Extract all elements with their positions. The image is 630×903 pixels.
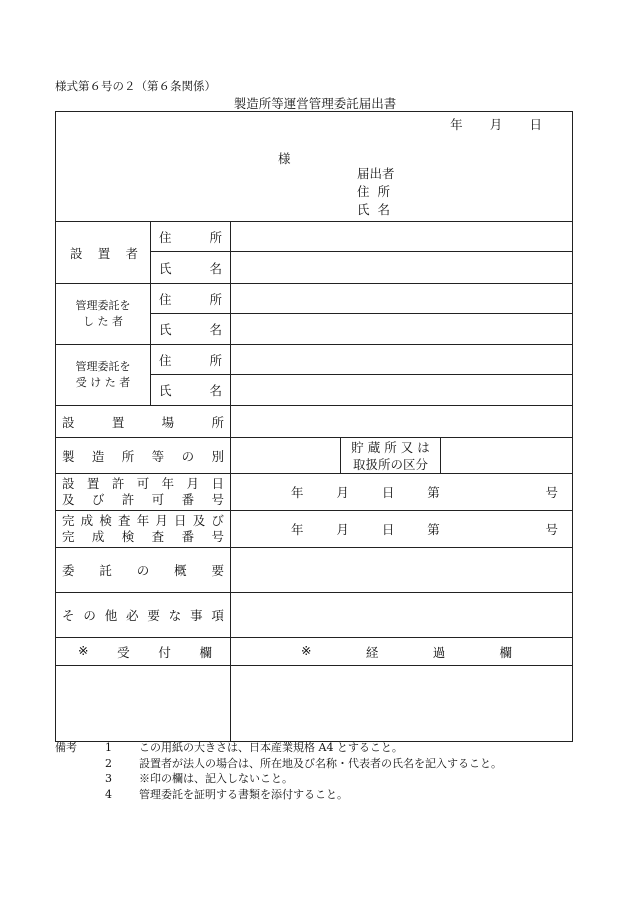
- entrustee-label: 管理委託を 受 け た 者: [56, 345, 151, 406]
- applicant-name-label: 氏 名: [357, 201, 390, 217]
- entrustor-address-field[interactable]: [231, 284, 573, 314]
- entrustee-name-field[interactable]: [231, 375, 573, 406]
- addressee-honorific: 様: [278, 150, 291, 166]
- storage-category-field[interactable]: [441, 438, 573, 474]
- form-number: 様式第６号の２（第６条関係）: [55, 79, 216, 93]
- other-matters-label: そ の 他 必 要 な 事 項: [56, 593, 231, 638]
- facility-type-field[interactable]: [231, 438, 341, 474]
- form-title: 製造所等運営管理委託届出書: [233, 96, 397, 111]
- entrustor-name-field[interactable]: [231, 314, 573, 345]
- entrustor-label: 管理委託を し た 者: [56, 284, 151, 345]
- permit-date-number-field[interactable]: 年 月 日 第 号: [231, 474, 573, 511]
- applicant-block: [357, 165, 395, 219]
- installer-label: 設 置 者: [56, 222, 151, 284]
- facility-type-label: 製 造 所 等 の 別: [56, 438, 231, 474]
- applicant-label: 届出者: [357, 165, 395, 181]
- reception-field: [56, 666, 231, 742]
- note-item: 4 管理委託を証明する書類を添付すること。: [105, 787, 348, 801]
- notes-label: 備考: [55, 741, 77, 754]
- overview-label: 委 託 の 概 要: [56, 548, 231, 593]
- note-item: 3 ※印の欄は、記入しないこと。: [105, 772, 293, 785]
- applicant-address-label: 住 所: [357, 183, 390, 199]
- entrustee-address-label: 住 所: [151, 345, 231, 375]
- storage-category-label: 貯 蔵 所 又 は 取扱所の区分: [341, 438, 441, 474]
- note-item: 備考 1 この用紙の大きさは、日本産業規格 A4 とすること。: [55, 741, 403, 754]
- submission-date: 年 月 日: [450, 116, 543, 132]
- overview-field[interactable]: [231, 548, 573, 593]
- location-label: 設 置 場 所: [56, 406, 231, 438]
- notification-form: [55, 111, 573, 742]
- notes: [55, 740, 502, 802]
- installer-name-field[interactable]: [231, 252, 573, 284]
- installer-address-field[interactable]: [231, 222, 573, 252]
- entrustor-name-label: 氏 名: [151, 314, 231, 345]
- reception-header: ※ 受 付 欄: [56, 638, 231, 666]
- installer-name-label: 氏 名: [151, 252, 231, 284]
- entrustee-name-label: 氏 名: [151, 375, 231, 406]
- location-field[interactable]: [231, 406, 573, 438]
- other-matters-field[interactable]: [231, 593, 573, 638]
- entrustee-address-field[interactable]: [231, 345, 573, 375]
- installer-address-label: 住 所: [151, 222, 231, 252]
- progress-header: ※ 経 過 欄: [231, 638, 573, 666]
- progress-field: [231, 666, 573, 742]
- completion-date-number-field[interactable]: 年 月 日 第 号: [231, 511, 573, 548]
- completion-inspection-label: 完 成 検 査 年 月 日 及 び 完 成 検 査 番 号: [56, 511, 231, 548]
- header-cell: [56, 112, 573, 222]
- entrustor-address-label: 住 所: [151, 284, 231, 314]
- permit-label: 設 置 許 可 年 月 日 及 び 許 可 番 号: [56, 474, 231, 511]
- note-item: 2 設置者が法人の場合は、所在地及び名称・代表者の氏名を記入すること。: [105, 756, 502, 770]
